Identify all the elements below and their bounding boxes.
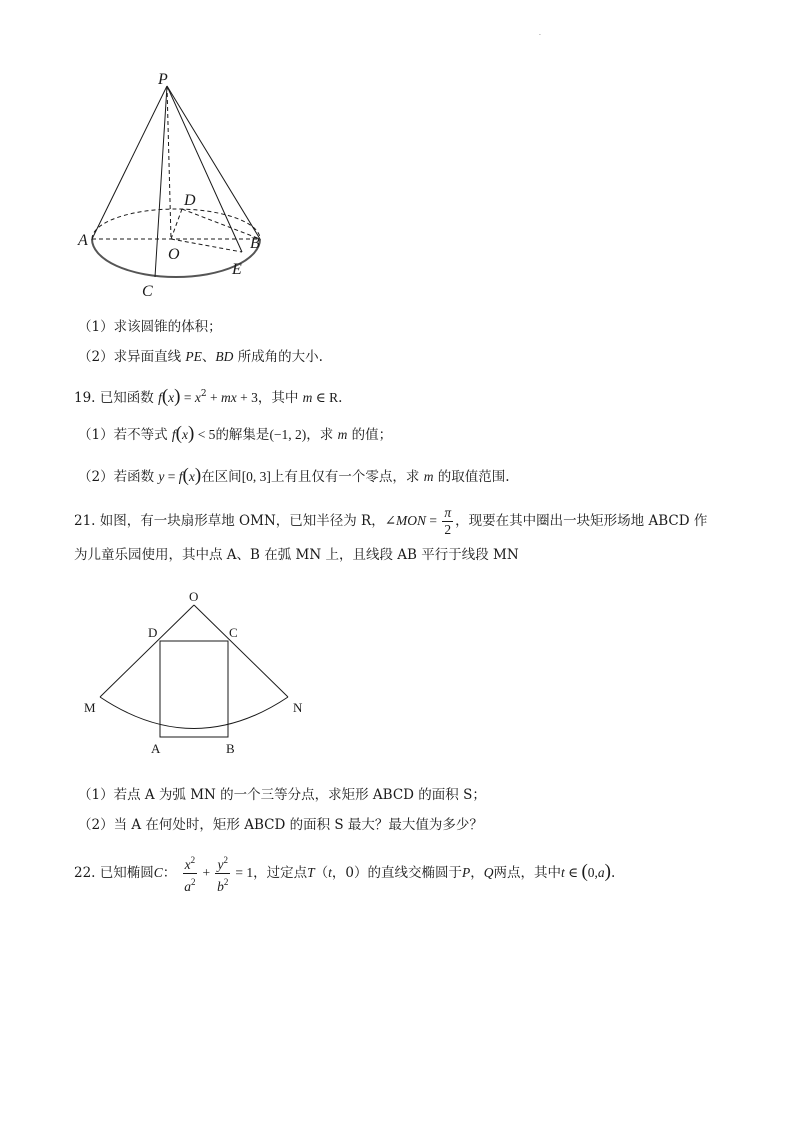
label-b: B bbox=[226, 741, 235, 756]
label-p: P bbox=[158, 71, 168, 88]
label-o: O bbox=[189, 589, 199, 604]
label-b: B bbox=[250, 235, 260, 252]
radius-om bbox=[100, 605, 194, 697]
q22-stem: 22. 已知椭圆C： $\frac{x^2}{a^2}$ + $\frac{y^2}{b^2}$ = 1，过定点T（t，0）的直线交椭圆于P，Q两点，其中t ∈ (0,a). bbox=[74, 852, 615, 895]
q19-part2: （2）若函数 y = f(x)在区间[0, 3]上有且仅有一个零点，求 m 的取值范围. bbox=[78, 465, 510, 486]
arc-mn bbox=[100, 697, 288, 729]
q21-stem-line2: 为儿童乐园使用，其中点 A、B 在弧 MN 上，且线段 AB 平行于线段 MN bbox=[74, 547, 519, 563]
label-n: N bbox=[293, 700, 303, 715]
rectangle-abcd bbox=[160, 641, 228, 737]
label-o: O bbox=[168, 246, 180, 263]
generator-pa bbox=[92, 86, 167, 239]
cone-figure bbox=[70, 62, 285, 302]
height-po bbox=[167, 86, 171, 239]
label-e: E bbox=[232, 261, 242, 278]
q19-part1: （1）若不等式 f(x) < 5的解集是(−1, 2)，求 m 的值； bbox=[78, 423, 393, 444]
label-a: A bbox=[151, 741, 161, 756]
fraction-pi-over-2: $\frac{\pi}{2}$ bbox=[444, 505, 452, 537]
q21-stem-line1: 21. 如图，有一块扇形草地 OMN，已知半径为 R，∠MON = $\frac{\pi}{2}$ ，现要在其中圈出一块矩形场地 ABCD 作 bbox=[74, 505, 708, 537]
fraction-x2-over-a2: $\frac{x^2}{a^2}$ bbox=[183, 852, 198, 895]
label-d: D bbox=[184, 192, 196, 209]
label-c: C bbox=[229, 625, 238, 640]
label-a: A bbox=[78, 232, 88, 249]
segment-oe bbox=[171, 239, 242, 252]
label-d: D bbox=[148, 625, 158, 640]
generator-pb bbox=[167, 86, 260, 239]
label-c: C bbox=[142, 283, 153, 300]
q21-part1: （1）若点 A 为弧 MN 的一个三等分点，求矩形 ABCD 的面积 S； bbox=[78, 787, 486, 803]
q19-stem: 19. 已知函数 $f(x) = x^2$ + mx + 3，其中 m ∈ R. bbox=[74, 386, 343, 407]
q18-part2: （2）求异面直线 PE、BD 所成角的大小. bbox=[78, 349, 323, 365]
generator-pc bbox=[155, 86, 167, 277]
label-m: M bbox=[84, 700, 96, 715]
generator-pe bbox=[167, 86, 242, 252]
q18-part1: （1）求该圆锥的体积； bbox=[78, 319, 222, 335]
sector-figure bbox=[78, 585, 318, 760]
radius-on bbox=[194, 605, 288, 697]
fraction-y2-over-b2: $\frac{y^2}{b^2}$ bbox=[215, 852, 230, 895]
segment-od bbox=[171, 209, 182, 239]
q21-part2: （2）当 A 在何处时，矩形 ABCD 的面积 S 最大？最大值为多少？ bbox=[78, 817, 483, 833]
corner-mark: · bbox=[539, 32, 541, 39]
